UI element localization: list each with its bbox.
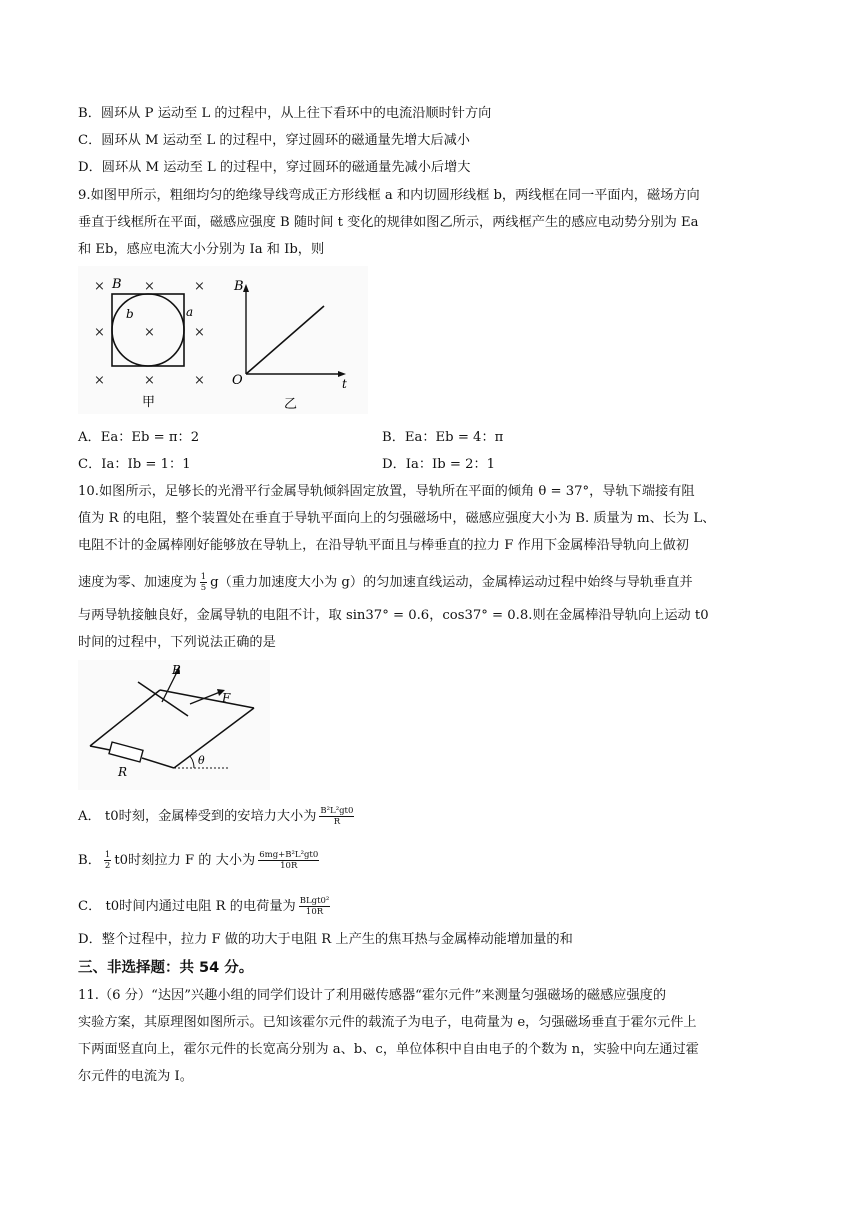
- q10-option-b-text: t0时刻拉力 F 的 大小为: [114, 853, 256, 868]
- fraction-charge: $\frac{\text{BLgt0²}}{10R}$: [299, 896, 330, 917]
- label-a: a: [186, 305, 194, 319]
- theta-arc: [190, 756, 194, 768]
- q10-stem-line3: 电阻不计的金属棒刚好能够放在导轨上，在沿导轨平面且与棒垂直的拉力 F 作用下金属棒沿导轨向上做初: [78, 538, 689, 553]
- q10-line4-pre: 速度为零、加速度为: [78, 575, 197, 590]
- q11-stem-line3: 下两面竖直向上，霍尔元件的长宽高分别为 a、b、c，单位体积中自由电子的个数为 n，实验中向左通过霍: [78, 1042, 699, 1057]
- q9-figure: [78, 266, 368, 414]
- q10-stem-line5: 与两导轨接触良好，金属导轨的电阻不计，取 sin37° = 0.6，cos37° = 0.8.则在金属棒沿导轨向上运动 t0: [78, 608, 709, 623]
- q10-option-b: [78, 850, 322, 871]
- q9-stem-line1: 9.如图甲所示，粗细均匀的绝缘导线弯成正方形线框 a 和内切圆形线框 b，两线框在同一平面内，磁场方向: [78, 188, 700, 203]
- q10-figure: [78, 660, 270, 790]
- svg-text:×: ×: [144, 325, 155, 340]
- field-crosses: [94, 279, 205, 388]
- q10-stem-line2: 值为 R 的电阻，整个装置处在垂直于导轨平面向上的匀强磁场中，磁感应强度大小为 B. 质量为 m、长为 L、: [78, 511, 716, 526]
- q8-option-d: D．圆环从 M 运动至 L 的过程中，穿过圆环的磁通量先减小后增大: [78, 160, 471, 175]
- svg-text:×: ×: [194, 325, 205, 340]
- q10-line4-post: g（重力加速度大小为 g）的匀加速直线运动，金属棒运动过程中始终与导轨垂直并: [210, 575, 693, 590]
- q10-stem-line6: 时间的过程中，下列说法正确的是: [78, 635, 276, 650]
- rail-left: [90, 690, 160, 746]
- fraction-half: $\frac{1}{2}$: [104, 850, 111, 871]
- svg-text:×: ×: [194, 373, 205, 388]
- label-yi: 乙: [284, 397, 298, 412]
- q10-stem-line4: [78, 572, 693, 593]
- axis-label-O: O: [232, 373, 243, 388]
- q10-option-d: D．整个过程中，拉力 F 做的功大于电阻 R 上产生的焦耳热与金属棒动能增加量的和: [78, 932, 573, 947]
- q9-option-a: A．Ea：Eb = π：2: [78, 430, 200, 445]
- q10-option-a: [78, 806, 357, 827]
- fig10-label-F: F: [222, 691, 231, 705]
- q10-option-b-label: B．: [78, 853, 101, 868]
- q8-option-c: C．圆环从 M 运动至 L 的过程中，穿过圆环的磁通量先增大后减小: [78, 133, 470, 148]
- wire-left: [90, 746, 110, 750]
- wire-right: [142, 758, 174, 768]
- svg-text:×: ×: [194, 279, 205, 294]
- b-axis-arrow: [243, 284, 249, 292]
- fraction-pull-force: $\frac{\text{6mg+B²L²gt0}}{10R}$: [259, 850, 319, 871]
- label-B: B: [112, 277, 122, 292]
- q10-figure-svg: [78, 660, 270, 790]
- q11-stem-line2: 实验方案，其原理图如图所示。已知该霍尔元件的载流子为电子，电荷量为 e，匀强磁场垂直于霍尔元件上: [78, 1015, 697, 1030]
- q10-option-c-text: C． t0时间内通过电阻 R 的电荷量为: [78, 899, 296, 914]
- q10-option-a-text: A． t0时刻，金属棒受到的安培力大小为: [78, 809, 317, 824]
- b-t-line: [246, 306, 324, 374]
- svg-text:×: ×: [94, 279, 105, 294]
- svg-text:×: ×: [94, 325, 105, 340]
- q11-stem-line1: 11.（6 分）“达因”兴趣小组的同学们设计了利用磁传感器“霍尔元件”来测量匀强磁场的磁感应强度的: [78, 988, 667, 1003]
- q9-option-b: B．Ea：Eb = 4：π: [382, 430, 504, 445]
- rail-right: [174, 708, 254, 768]
- q9-stem-line3: 和 Eb，感应电流大小分别为 Ia 和 Ib，则: [78, 242, 325, 257]
- axis-label-t: t: [342, 377, 347, 391]
- q9-option-d: D．Ia：Ib = 2：1: [382, 457, 496, 472]
- q10-option-c: [78, 896, 333, 917]
- q11-stem-line4: 尔元件的电流为 I。: [78, 1069, 193, 1084]
- svg-text:×: ×: [144, 373, 155, 388]
- q10-stem-line1: 10.如图所示，足够长的光滑平行金属导轨倾斜固定放置，导轨所在平面的倾角 θ = 37°，导轨下端接有阻: [78, 484, 695, 499]
- fig10-label-B: B: [172, 663, 181, 677]
- svg-text:×: ×: [144, 279, 155, 294]
- fig10-label-R: R: [118, 765, 128, 779]
- fig10-label-theta: θ: [198, 754, 205, 767]
- q9-stem-line2: 垂直于线框所在平面，磁感应强度 B 随时间 t 变化的规律如图乙所示，两线框产生的感应电动势分别为 Ea: [78, 215, 699, 230]
- resistor-R: [109, 742, 143, 762]
- rail-top: [160, 690, 254, 708]
- label-jia: 甲: [142, 395, 156, 410]
- q8-option-b: B．圆环从 P 运动至 L 的过程中，从上往下看环中的电流沿顺时针方向: [78, 106, 492, 121]
- section-heading: 三、非选择题：共 54 分。: [78, 960, 254, 976]
- svg-text:×: ×: [94, 373, 105, 388]
- force-arrow: [190, 692, 220, 704]
- q9-figure-svg: [78, 266, 368, 414]
- axis-label-B: B: [234, 279, 244, 294]
- q9-option-c: C．Ia：Ib = 1：1: [78, 457, 191, 472]
- label-b: b: [126, 307, 134, 321]
- fraction-one-fifth: $\frac{1}{5}$: [200, 572, 207, 593]
- fraction-ampere-force: $\frac{\text{B²L²gt0}}{R}$: [320, 806, 354, 827]
